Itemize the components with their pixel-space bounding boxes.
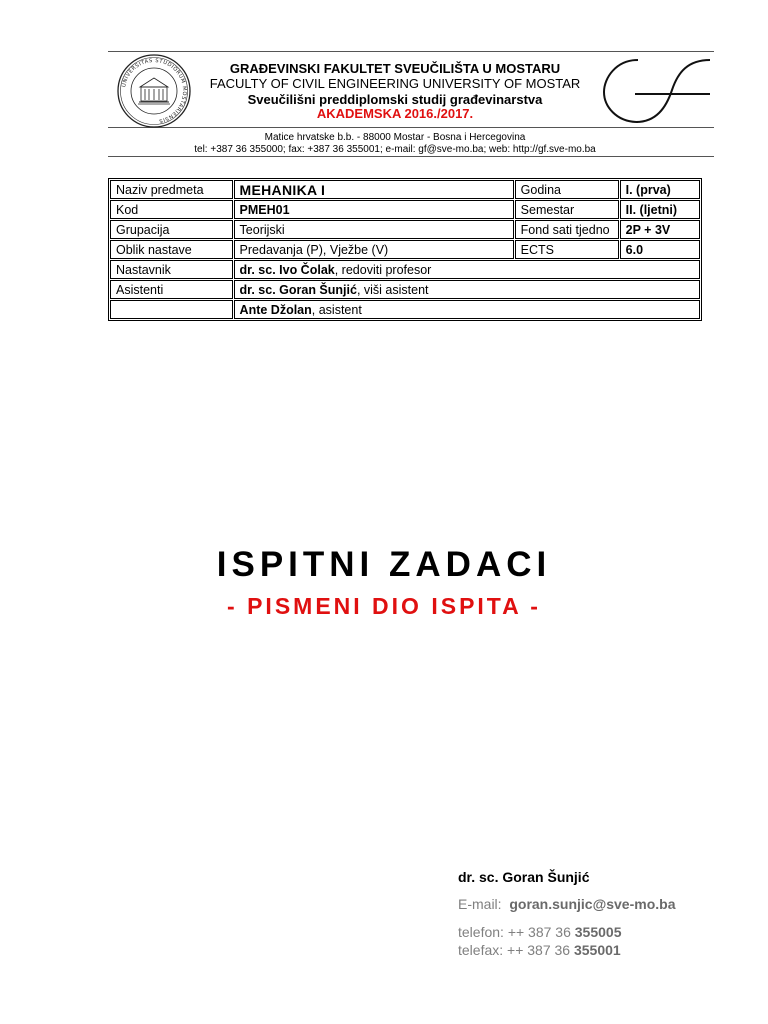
phone-number: 355005 (574, 924, 622, 940)
teacher-label: Nastavnik (110, 260, 233, 279)
teacher-title: , redoviti profesor (334, 262, 432, 277)
assistant-1-title: , viši asistent (356, 282, 429, 297)
table-row (110, 280, 700, 299)
assistants-label: Asistenti (110, 280, 233, 299)
grouping-label: Grupacija (110, 220, 233, 239)
faculty-logo (598, 54, 714, 126)
assistant-2-name: Ante Džolan (239, 302, 312, 317)
study-program: Sveučilišni preddiplomski studij građevinarstva (247, 92, 543, 107)
teaching-form-value: Predavanja (P), Vježbe (V) (234, 240, 514, 259)
ects-value: 6.0 (620, 240, 700, 259)
table-row (110, 180, 700, 199)
weekly-hours-value: 2P + 3V (620, 220, 700, 239)
empty-label-cell (110, 300, 233, 319)
semester-label: Semestar (515, 200, 619, 219)
course-name-label: Naziv predmeta (110, 180, 233, 199)
code-value: PMEH01 (234, 200, 514, 219)
fax-number: 355001 (573, 942, 621, 958)
table-row (110, 200, 700, 219)
faculty-name-english: FACULTY OF CIVIL ENGINEERING UNIVERSITY OF MOSTAR (209, 76, 581, 91)
table-row (110, 260, 700, 279)
course-info-table (108, 178, 702, 321)
teacher-name: dr. sc. Ivo Čolak (239, 262, 335, 277)
assistant-2-value (234, 300, 700, 319)
ects-label: ECTS (515, 240, 619, 259)
email-link[interactable]: goran.sunjic@sve-mo.ba (509, 896, 676, 912)
contact-phone-line (458, 924, 621, 940)
faculty-address: Matice hrvatske b.b. - 88000 Mostar - Bosna i Hercegovina (264, 132, 526, 143)
year-label: Godina (515, 180, 619, 199)
code-label: Kod (110, 200, 233, 219)
contact-name: dr. sc. Goran Šunjić (458, 869, 590, 885)
faculty-contact-line: tel: +387 36 355000; fax: +387 36 355001; e-mail: gf@sve-mo.ba; web: http://gf.sve-mo.ba (194, 144, 596, 155)
year-value: I. (prva) (620, 180, 700, 199)
weekly-hours-label: Fond sati tjedno (515, 220, 619, 239)
assistant-2-title: , asistent (311, 302, 362, 317)
teaching-form-label: Oblik nastave (110, 240, 233, 259)
document-subtitle: - PISMENI DIO ISPITA - (227, 593, 541, 619)
university-seal-logo (116, 53, 192, 129)
header-text-block (190, 0, 600, 160)
seal-ring-text: UNIVERSITAS STUDIORUM MOSTARIENSIS (121, 57, 188, 124)
grouping-value: Teorijski (234, 220, 514, 239)
email-label: E-mail: (458, 896, 502, 912)
contact-email-line (458, 896, 675, 912)
assistant-1-name: dr. sc. Goran Šunjić (239, 282, 357, 297)
table-row (110, 220, 700, 239)
phone-label: telefon: ++ 387 36 (458, 924, 571, 940)
course-name-value: MEHANIKA I (234, 180, 514, 199)
document-title: ISPITNI ZADACI (216, 545, 552, 584)
table-row (110, 240, 700, 259)
fax-label: telefax: ++ 387 36 (458, 942, 571, 958)
teacher-value (234, 260, 700, 279)
contact-fax-line (458, 942, 621, 958)
university-name: GRAĐEVINSKI FAKULTET SVEUČILIŠTA U MOSTARU (229, 61, 561, 76)
table-row (110, 300, 700, 319)
assistant-1-value (234, 280, 700, 299)
semester-value: II. (ljetni) (620, 200, 700, 219)
academic-year: AKADEMSKA 2016./2017. (316, 106, 474, 121)
